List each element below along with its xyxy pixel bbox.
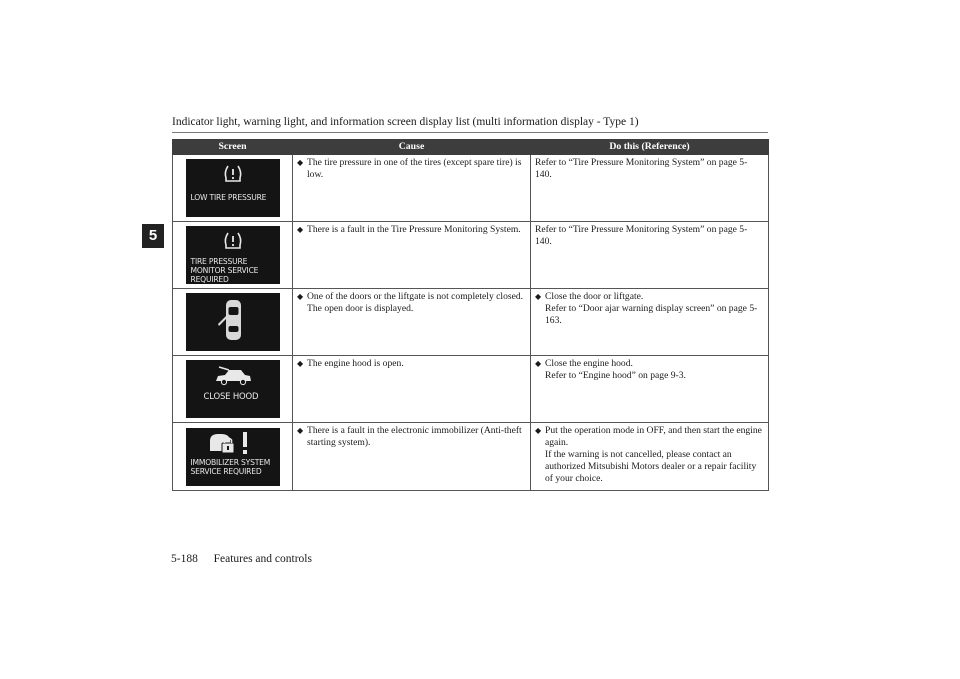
cause-text: The tire pressure in one of the tires (except spare tire) is low. — [307, 157, 522, 180]
cause-text: There is a fault in the electronic immobilizer (Anti-theft starting system). — [307, 425, 522, 448]
header-divider — [172, 132, 768, 133]
hood-open-car-icon — [213, 366, 253, 386]
screen-message: TIRE PRESSURE MONITOR SERVICE REQUIRED — [190, 257, 259, 284]
section-title: Features and controls — [213, 553, 312, 565]
cause-text: One of the doors or the liftgate is not completely closed. The open door is displayed. — [307, 291, 524, 314]
tire-pressure-warning-icon — [223, 164, 243, 184]
table-row — [173, 222, 769, 289]
action-text: Close the door or liftgate. — [545, 291, 644, 302]
cause-cell — [293, 289, 531, 356]
cause-text: There is a fault in the Tire Pressure Monitoring System. — [307, 224, 521, 235]
cause-cell — [293, 222, 531, 289]
action-cell — [531, 289, 769, 356]
display-list-table — [172, 139, 769, 491]
action-reference-text: If the warning is not cancelled, please contact an authorized Mitsubishi Motors dealer or a repair facility of your choice. — [545, 449, 757, 484]
table-row — [173, 356, 769, 423]
screen-cell — [173, 155, 293, 222]
bullet-icon: ◆ — [297, 426, 304, 435]
display-screen-image — [186, 428, 280, 486]
tire-pressure-warning-icon — [223, 231, 243, 251]
cause-cell — [293, 356, 531, 423]
page-header-title: Indicator light, warning light, and information screen display list (multi information display - Type 1) — [172, 116, 639, 128]
table-row — [173, 423, 769, 491]
column-header-cause: Cause — [293, 140, 531, 155]
screen-message: CLOSE HOOD — [203, 392, 259, 402]
action-cell — [531, 155, 769, 222]
screen-cell — [173, 222, 293, 289]
action-reference-text: Refer to “Engine hood” on page 9-3. — [545, 370, 686, 381]
page-footer — [171, 553, 312, 565]
column-header-action: Do this (Reference) — [531, 140, 769, 155]
action-text: Close the engine hood. — [545, 358, 633, 369]
bullet-icon: ◆ — [297, 359, 304, 368]
bullet-icon: ◆ — [297, 158, 304, 167]
action-text: Refer to “Tire Pressure Monitoring System” on page 5-140. — [535, 157, 748, 180]
page-number: 5-188 — [171, 553, 198, 565]
display-screen-image — [186, 159, 280, 217]
action-cell — [531, 356, 769, 423]
bullet-icon: ◆ — [535, 426, 542, 435]
action-text: Put the operation mode in OFF, and then start the engine again. — [545, 425, 762, 448]
chapter-tab: 5 — [142, 224, 164, 248]
column-header-screen: Screen — [173, 140, 293, 155]
action-cell — [531, 423, 769, 491]
bullet-icon: ◆ — [297, 292, 304, 301]
screen-cell — [173, 356, 293, 423]
cause-text: The engine hood is open. — [307, 358, 404, 369]
cause-cell — [293, 155, 531, 222]
display-screen-image — [186, 293, 280, 351]
screen-cell — [173, 289, 293, 356]
screen-cell — [173, 423, 293, 491]
table-row — [173, 155, 769, 222]
door-open-car-icon — [213, 296, 253, 348]
action-text: Refer to “Tire Pressure Monitoring System” on page 5-140. — [535, 224, 748, 247]
bullet-icon: ◆ — [535, 359, 542, 368]
action-reference-text: Refer to “Door ajar warning display screen” on page 5-163. — [545, 303, 758, 326]
display-screen-image — [186, 226, 280, 284]
table-header-row — [173, 140, 769, 155]
table-row — [173, 289, 769, 356]
bullet-icon: ◆ — [297, 225, 304, 234]
action-cell — [531, 222, 769, 289]
screen-message: LOW TIRE PRESSURE — [190, 193, 267, 202]
bullet-icon: ◆ — [535, 292, 542, 301]
display-screen-image — [186, 360, 280, 418]
screen-message: IMMOBILIZER SYSTEM SERVICE REQUIRED — [190, 457, 271, 476]
cause-cell — [293, 423, 531, 491]
immobilizer-warning-icon — [208, 431, 258, 455]
